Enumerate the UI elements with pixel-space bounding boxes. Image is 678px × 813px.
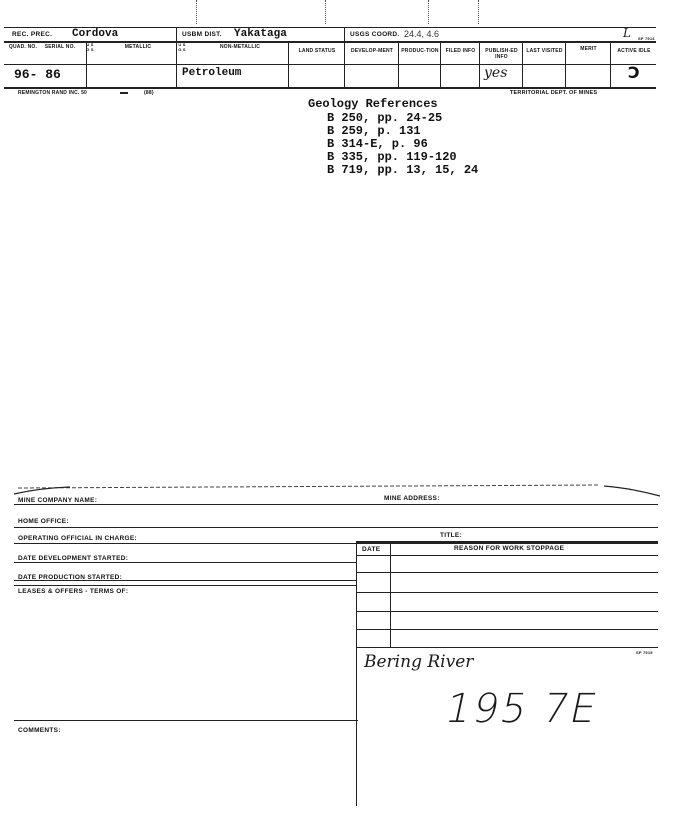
date-label: DATE xyxy=(362,546,381,553)
guide-tick xyxy=(428,0,429,24)
form-number-top: SP 7914 xyxy=(638,36,655,41)
reference-item: B 314-E, p. 96 xyxy=(327,137,428,151)
rec-prec-label: REC. PREC. xyxy=(12,31,53,38)
header-rule-row2 xyxy=(4,64,656,65)
reference-item: B 250, pp. 24-25 xyxy=(327,111,443,125)
rec-prec-value: Cordova xyxy=(72,28,119,40)
land-status-header: LAND STATUS xyxy=(298,48,336,54)
metallic-header: METALLIC xyxy=(124,44,152,50)
filed-info-header: FILED INFO xyxy=(445,48,476,54)
rule-stoppage-4 xyxy=(356,629,658,630)
active-idle-header: ACTIVE IDLE xyxy=(617,48,651,54)
rule-stoppage-1 xyxy=(356,572,658,573)
operating-official-label: OPERATING OFFICIAL IN CHARGE: xyxy=(18,535,137,542)
title-label: TITLE: xyxy=(440,532,463,539)
rule-official xyxy=(14,543,658,544)
header-divider xyxy=(479,41,480,87)
header-divider xyxy=(440,41,441,87)
rule-stoppage-3 xyxy=(356,611,658,612)
guide-tick xyxy=(325,0,326,24)
header-rule-bottom xyxy=(4,87,656,89)
non-metallic-value: Petroleum xyxy=(182,67,242,79)
rule-stoppage-5 xyxy=(356,647,658,648)
divider-center xyxy=(356,541,357,806)
published-info-value: yes xyxy=(484,65,508,81)
guide-tick xyxy=(478,0,479,24)
date-production-label: DATE PRODUCTION STARTED: xyxy=(18,574,123,581)
rule-prod-started xyxy=(14,585,356,586)
comments-label: COMMENTS: xyxy=(18,727,61,734)
agency-label: TERRITORIAL DEPT. OF MINES xyxy=(510,90,598,96)
rule-date-header-bottom xyxy=(356,555,658,556)
header-divider xyxy=(398,41,399,87)
header-rule-row1 xyxy=(4,41,656,43)
non-metallic-header: NON-METALLIC xyxy=(219,44,261,50)
guide-tick xyxy=(196,0,197,24)
usgs-coord-value: 24.4, 4.6 xyxy=(404,29,440,39)
form-number-bottom: SP 7915 xyxy=(636,650,653,655)
divider-date xyxy=(390,541,391,647)
header-divider xyxy=(288,41,289,87)
serial-no-header: SERIAL NO. xyxy=(44,44,76,50)
header-divider xyxy=(522,41,523,87)
published-info-header: PUBLISH-ED INFO xyxy=(485,48,518,60)
printer-mark xyxy=(120,92,128,94)
handwritten-code: 195 7E xyxy=(441,686,603,732)
rule-date-header-top xyxy=(356,541,658,543)
home-office-label: HOME OFFICE: xyxy=(18,518,69,525)
usgs-short-header: U S G S xyxy=(86,42,94,52)
usgs-coord-label: USGS COORD. xyxy=(350,31,400,38)
leases-label: LEASES & OFFERS - TERMS OF: xyxy=(18,588,129,595)
rule-home-office xyxy=(14,527,658,528)
usbm-dist-label: USBM DIST. xyxy=(182,31,222,38)
corner-mark: L xyxy=(623,26,631,40)
references-title: Geology References xyxy=(308,97,438,111)
production-header: PRODUC-TION xyxy=(401,48,439,54)
merit-header: MERIT xyxy=(580,46,597,52)
card-fold-line xyxy=(0,476,678,498)
rule-comments xyxy=(14,720,358,721)
quad-no-header: QUAD. NO. xyxy=(8,44,38,50)
usbm-dist-value: Yakataga xyxy=(234,28,287,40)
handwritten-place: Bering River xyxy=(364,652,474,672)
reference-item: B 259, p. 131 xyxy=(327,124,421,138)
rule-company xyxy=(14,504,658,505)
header-divider xyxy=(610,41,611,87)
quad-serial-value: 96- 86 xyxy=(14,67,61,82)
header-divider xyxy=(344,27,345,87)
rule-stoppage-2 xyxy=(356,592,658,593)
development-header: DEVELOP-MENT xyxy=(350,48,394,54)
date-development-label: DATE DEVELOPMENT STARTED: xyxy=(18,555,129,562)
mine-address-label: MINE ADDRESS: xyxy=(384,495,440,502)
rule-dev-started xyxy=(14,562,356,563)
usgs-short-header-2: U S G S xyxy=(178,42,186,52)
header-divider xyxy=(176,27,177,87)
last-visited-header: LAST VISITED xyxy=(526,48,563,54)
mine-company-name-label: MINE COMPANY NAME: xyxy=(18,497,98,504)
printer-code: (88) xyxy=(144,90,154,96)
reason-label: REASON FOR WORK STOPPAGE xyxy=(454,545,565,552)
header-divider xyxy=(565,41,566,87)
reference-item: B 335, pp. 119-120 xyxy=(327,150,457,164)
printer-note: REMINGTON RAND INC. 50 xyxy=(18,90,88,96)
active-idle-mark: Ↄ xyxy=(628,63,640,82)
reference-item: B 719, pp. 13, 15, 24 xyxy=(327,163,479,177)
